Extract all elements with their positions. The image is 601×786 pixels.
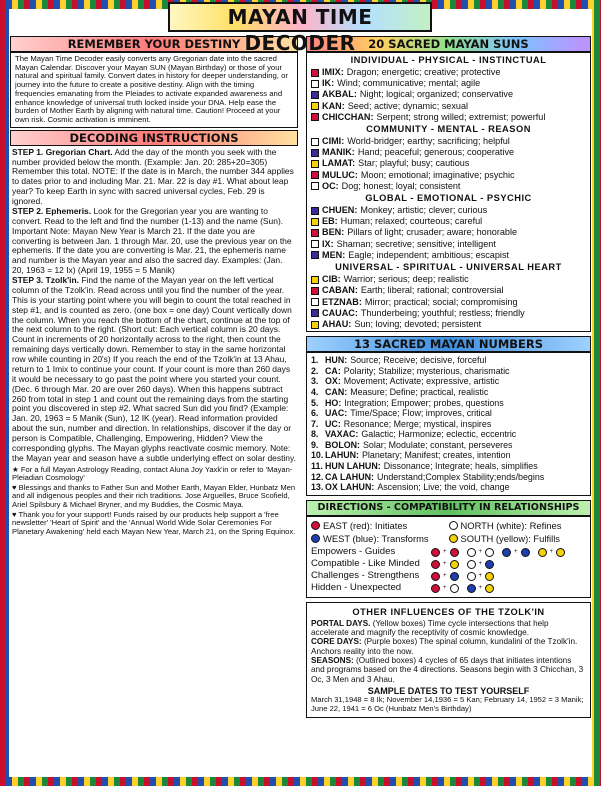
core-text: (Purple boxes) The spinal column, kundalini of the Tzolk'in. Anchors reality into the now. bbox=[311, 637, 578, 656]
red-dot-icon bbox=[431, 584, 440, 593]
numbers-header: 13 SACRED MAYAN NUMBERS bbox=[306, 336, 591, 352]
number-name: UAC: bbox=[325, 408, 348, 419]
step-1 bbox=[12, 148, 296, 207]
sun-item bbox=[311, 319, 586, 330]
number-name: OX: bbox=[325, 376, 341, 387]
blue-dot-icon bbox=[467, 584, 476, 593]
number-item bbox=[311, 482, 586, 493]
sun-item bbox=[311, 205, 586, 216]
blue-dot-icon bbox=[502, 548, 511, 557]
number-index: 9. bbox=[311, 439, 319, 450]
yellow-dot-icon bbox=[556, 548, 565, 557]
sun-desc: Pillars of light; crusader; aware; honorable bbox=[347, 227, 518, 238]
number-name: HUN: bbox=[325, 355, 348, 366]
plus-icon: + bbox=[443, 585, 447, 592]
number-desc: Integration; Empower; probes, questions bbox=[344, 397, 504, 408]
sun-desc: Wind; communicative; mental; agile bbox=[337, 78, 481, 89]
yellow-dot-icon bbox=[538, 548, 547, 557]
number-index: 13. bbox=[311, 482, 324, 493]
suns-list bbox=[306, 52, 591, 332]
number-desc: Dissonance; Integrate; heals, simplifies bbox=[383, 461, 538, 472]
number-name: CA LAHUN: bbox=[325, 471, 374, 482]
sun-item bbox=[311, 101, 586, 112]
yellow-dot-icon bbox=[485, 584, 494, 593]
sun-name: IMIX: bbox=[322, 67, 344, 78]
other-header: OTHER INFLUENCES OF THE TZOLK'IN bbox=[352, 607, 545, 618]
plus-icon: + bbox=[478, 585, 483, 592]
sun-item bbox=[311, 89, 586, 100]
directions-header: DIRECTIONS - COMPATIBILITY IN RELATIONSHIPS bbox=[306, 500, 591, 516]
direction-south bbox=[449, 533, 587, 544]
relation-dots bbox=[431, 582, 500, 594]
red-dot-icon bbox=[311, 521, 320, 530]
number-index: 12. bbox=[311, 471, 324, 482]
core-days bbox=[311, 637, 586, 656]
portal-text: (Yellow boxes) Time cycle intersections that help accelerate and magnify the receptivity of cosmic knowledge. bbox=[311, 618, 549, 638]
sun-desc: Star; playful; busy; cautious bbox=[358, 158, 470, 169]
portal-title: PORTAL DAYS. bbox=[311, 618, 371, 628]
step-3 bbox=[12, 276, 296, 464]
number-name: CA: bbox=[325, 365, 341, 376]
sun-name: CHICCHAN: bbox=[322, 111, 374, 122]
sun-color-square-icon bbox=[311, 113, 319, 121]
white-dot-icon bbox=[467, 572, 476, 581]
sun-name: LAMAT: bbox=[322, 158, 356, 169]
sun-name: CIB: bbox=[322, 274, 341, 285]
sun-desc: Mirror; practical; social; compromising bbox=[364, 296, 518, 307]
number-index: 7. bbox=[311, 418, 319, 429]
sun-group-title: INDIVIDUAL - PHYSICAL - INSTINCTUAL bbox=[350, 55, 547, 65]
direction-north bbox=[449, 520, 587, 531]
sun-name: CABAN: bbox=[322, 285, 358, 296]
relation-label: Compatible - Like Minded bbox=[311, 558, 420, 570]
sun-name: MANIK: bbox=[322, 147, 355, 158]
intro-text: The Mayan Time Decoder easily converts any Gregorian date into the sacred Mayan Calendar. Discover your Mayan SUN (Mayan Birthday) or those of your natural and spiritual family. Convert dates in history for deeper understanding, or journey into the future to create a positive destiny. Align with the timing frequencies emanating from the Pleiades to activate expanded awareness and enhance knowledge of universal truth locked inside your DNA. Help ease the burden of Mother Earth by aligning with natural time. Caution! Proceed at your own risk. Cosmic activation is imminent. bbox=[10, 52, 298, 128]
number-desc: Planetary; Manifest; creates, intention bbox=[362, 450, 511, 461]
note-blessings: ♥ Blessings and thanks to Father Sun and Mother Earth, Mayan Elder, Hunbatz Men and all indigenous peoples and their rich traditions. Jose Arguelles, Bruce Scofield, Ariel Spilsbury & Michael Bryner, and my Buddies, the Cosmic Maya. bbox=[12, 482, 296, 509]
north-label: NORTH (white): Refines bbox=[460, 519, 562, 531]
number-desc: Galactic; Harmonize; eclectic, eccentric bbox=[361, 429, 517, 440]
sun-name: CAUAC: bbox=[322, 307, 358, 318]
sun-color-square-icon bbox=[311, 251, 319, 259]
number-desc: Polarity; Stabilize; mysterious, charismatic bbox=[343, 365, 510, 376]
sun-desc: Seed; active; dynamic; sexual bbox=[347, 100, 469, 111]
sun-name: IX: bbox=[322, 238, 334, 249]
relation-dots bbox=[431, 570, 500, 582]
plus-icon: + bbox=[443, 549, 447, 556]
sun-item bbox=[311, 274, 586, 285]
number-desc: Time/Space; Flow; improves, critical bbox=[350, 408, 492, 419]
sun-color-square-icon bbox=[311, 240, 319, 248]
number-item bbox=[311, 450, 586, 461]
sun-name: CIMI: bbox=[322, 136, 345, 147]
number-name: BOLON: bbox=[325, 439, 361, 450]
number-index: 2. bbox=[311, 365, 319, 376]
sun-name: KAN: bbox=[322, 100, 345, 111]
plus-icon: + bbox=[514, 549, 518, 556]
number-desc: Understand;Complex Stability;ends/begins bbox=[376, 471, 545, 482]
sun-desc: Serpent; strong willed; extremist; powerful bbox=[376, 111, 546, 122]
step-2-title: STEP 2. Ephemeris. bbox=[12, 205, 92, 216]
suns-header: 20 SACRED MAYAN SUNS bbox=[306, 36, 591, 52]
sun-name: EB: bbox=[322, 216, 338, 227]
sun-color-square-icon bbox=[311, 276, 319, 284]
sun-desc: Warrior; serious; deep; realistic bbox=[343, 274, 469, 285]
sun-desc: World-bridger; earthy; sacrificing; helpful bbox=[347, 136, 510, 147]
sun-desc: Thunderbeing; youthful; restless; friendly bbox=[360, 307, 525, 318]
sun-name: CHUEN: bbox=[322, 205, 358, 216]
sun-item bbox=[311, 285, 586, 296]
sun-name: AKBAL: bbox=[322, 89, 357, 100]
blue-dot-icon bbox=[521, 548, 530, 557]
step-2 bbox=[12, 207, 296, 276]
number-index: 4. bbox=[311, 386, 319, 397]
sun-color-square-icon bbox=[311, 138, 319, 146]
west-label: WEST (blue): Transforms bbox=[323, 532, 429, 544]
sun-item bbox=[311, 170, 586, 181]
number-desc: Resonance; Merge; mystical, inspires bbox=[343, 418, 492, 429]
yellow-dot-icon bbox=[450, 560, 459, 569]
relation-label: Empowers - Guides bbox=[311, 546, 396, 558]
sun-name: BEN: bbox=[322, 227, 345, 238]
sun-color-square-icon bbox=[311, 229, 319, 237]
step-1-title: STEP 1. Gregorian Chart. bbox=[12, 146, 113, 157]
number-index: 5. bbox=[311, 397, 319, 408]
sun-name: MEN: bbox=[322, 249, 346, 260]
sun-color-square-icon bbox=[311, 287, 319, 295]
sun-item bbox=[311, 239, 586, 250]
sun-desc: Eagle; independent; ambitious; escapist bbox=[348, 249, 510, 260]
sun-item bbox=[311, 112, 586, 123]
plus-icon: + bbox=[478, 561, 483, 568]
note-thanks: ♥ Thank you for your support! Funds raised by our products help support a 'free newsletter' 'Heart of Spirit' and the 'Annual World Wide Solar Ceremonies For Planetary Awakening' held each Mayan New Year, March 21, on the Spring Equinox. bbox=[12, 509, 296, 536]
number-item bbox=[311, 461, 586, 472]
white-dot-icon bbox=[449, 521, 458, 530]
sun-color-square-icon bbox=[311, 321, 319, 329]
relation-label: Challenges - Strengthens bbox=[311, 570, 420, 582]
yellow-dot-icon bbox=[485, 572, 494, 581]
notes bbox=[10, 464, 298, 537]
sun-name: AHAU: bbox=[322, 318, 352, 329]
sun-desc: Dog; honest; loyal; consistent bbox=[341, 180, 461, 191]
sun-item bbox=[311, 136, 586, 147]
sun-group-title: GLOBAL - EMOTIONAL - PSYCHIC bbox=[365, 193, 532, 204]
relations-list bbox=[311, 546, 586, 594]
sun-desc: Shaman; secretive; sensitive; intelligent bbox=[336, 238, 496, 249]
number-name: LAHUN: bbox=[325, 450, 360, 461]
number-item bbox=[311, 376, 586, 387]
sample-title: SAMPLE DATES TO TEST YOURSELF bbox=[367, 686, 530, 697]
white-dot-icon bbox=[467, 548, 476, 557]
sun-item bbox=[311, 227, 586, 238]
sun-color-square-icon bbox=[311, 69, 319, 77]
plus-icon: + bbox=[478, 573, 483, 580]
page-title: MAYAN TIME DECODER bbox=[168, 2, 432, 32]
seasons-title: SEASONS: bbox=[311, 656, 354, 666]
decoding-steps bbox=[10, 146, 298, 464]
portal-days bbox=[311, 619, 586, 638]
sun-name: OC: bbox=[322, 180, 339, 191]
sun-group-title: COMMUNITY - MENTAL - REASON bbox=[366, 124, 531, 135]
note-reading: ★ For a full Mayan Astrology Reading, contact Aluna Joy Yaxk'in or refer to 'Mayan-Pleiadian Cosmology' bbox=[12, 464, 293, 483]
blue-dot-icon bbox=[450, 572, 459, 581]
number-item bbox=[311, 387, 586, 398]
number-index: 10. bbox=[311, 450, 324, 461]
sun-color-square-icon bbox=[311, 80, 319, 88]
number-index: 8. bbox=[311, 429, 319, 440]
sun-item bbox=[311, 147, 586, 158]
white-dot-icon bbox=[485, 548, 494, 557]
direction-west bbox=[311, 533, 449, 544]
left-column bbox=[10, 36, 298, 536]
number-item bbox=[311, 472, 586, 483]
sun-color-square-icon bbox=[311, 102, 319, 110]
sun-desc: Dragon; energetic; creative; protective bbox=[346, 67, 501, 78]
plus-icon: + bbox=[549, 549, 554, 556]
number-name: CAN: bbox=[325, 386, 348, 397]
core-title: CORE DAYS: bbox=[311, 637, 362, 647]
sample-dates: March 31,1948 = 8 Ik; November 14,1936 = 5 Kan; February 14, 1952 = 3 Manik; June 22, 1941 = 6 Oc (Hunbatz Men's Birthday) bbox=[311, 695, 584, 714]
directions-box bbox=[306, 516, 591, 598]
sun-name: IK: bbox=[322, 78, 335, 89]
red-dot-icon bbox=[431, 572, 440, 581]
sun-item bbox=[311, 78, 586, 89]
number-index: 6. bbox=[311, 408, 319, 419]
blue-dot-icon bbox=[311, 534, 320, 543]
sun-desc: Earth; liberal; rational; controversial bbox=[360, 285, 504, 296]
number-desc: Solar; Modulate; constant, perseveres bbox=[363, 439, 513, 450]
sun-item bbox=[311, 181, 586, 192]
sun-color-square-icon bbox=[311, 298, 319, 306]
sun-color-square-icon bbox=[311, 218, 319, 226]
sun-group-title: UNIVERSAL - SPIRITUAL - UNIVERSAL HEART bbox=[335, 262, 562, 273]
relation-dots bbox=[431, 558, 500, 570]
white-dot-icon bbox=[450, 584, 459, 593]
sun-item bbox=[311, 67, 586, 78]
relation-row bbox=[311, 546, 586, 558]
red-dot-icon bbox=[431, 548, 440, 557]
number-desc: Source; Receive; decisive, forceful bbox=[350, 355, 487, 366]
number-item bbox=[311, 419, 586, 430]
red-dot-icon bbox=[431, 560, 440, 569]
seasons bbox=[311, 656, 586, 684]
sun-desc: Night; logical; organized; conservative bbox=[359, 89, 514, 100]
numbers-list bbox=[306, 352, 591, 496]
sun-desc: Human; relaxed; courteous; careful bbox=[340, 216, 483, 227]
step-3-text: Find the name of the Mayan year on the left vertical column of the Tzolk'in. Read across until you find the number of the year. This is your starting point where you will begin to count the total reached in step #1, and is counted as zero. (one box = one day) Count vertically down the column. When you reach the bottom of the chart, continue at the top of the next column to the right. (Short cut: Each vertical column is 20 days. Count in increments of 20 horizontally across to the right, then count the remaining days vertically down. Remember to stay in the same horizontal row while counting in 20's) If you reach the end of the Tzolk'in at 13 Ahau, return to 1 Imix to continue your count. If your count is more than 260 days it would be necessary to go past the point where you started your count. (Dec. 6 through Mar. 20 are over 260 days). When this happens subtract 260 from total in step 1 and count out the remaining days from the starting point you discovered in step #2. What sacred Sun did you find? (Example: Jan. 20, 1963 = 5 Manik (Sun), 12 IK (year). Read information provided about the sun, number and direction. In relationships, discover if the day or person is Compatible, Challenging, Empowering, Hidden? View the corresponding glyphs. The Mayan glyphs reactivate cosmic memory. Note: the Mayan year and season have a subtle underlying effect on solar destiny. bbox=[12, 275, 296, 463]
sun-desc: Moon; emotional; imaginative; psychic bbox=[360, 169, 515, 180]
plus-icon: + bbox=[443, 561, 447, 568]
number-index: 1. bbox=[311, 355, 319, 366]
relation-row bbox=[311, 558, 586, 570]
number-desc: Measure; Define; practical, realistic bbox=[350, 386, 489, 397]
sun-desc: Monkey; artistic; clever; curious bbox=[360, 205, 488, 216]
sun-item bbox=[311, 308, 586, 319]
sun-desc: Sun; loving; devoted; persistent bbox=[354, 318, 482, 329]
step-2-text: Look for the Gregorian year you are wanting to convert. Read to the left and find the number (1-13) and the name (Sun). Important Note: Mayan New Year is March 21. If the date you are converting is between Jan. 1 through Mar. 20, use the previous year on the ephemeris. If the date you are converting is Mar. 21, the ephemeris name and number is the Mayan year and also the sacred day. Examples: (Jan. 20, 1963 = 12 Ix) (April 19, 1955 = 5 Manik) bbox=[12, 205, 292, 276]
direction-east bbox=[311, 520, 449, 531]
white-dot-icon bbox=[467, 560, 476, 569]
relation-dots bbox=[431, 546, 571, 558]
number-desc: Movement; Activate; expressive, artistic bbox=[343, 376, 500, 387]
blue-dot-icon bbox=[485, 560, 494, 569]
other-influences bbox=[306, 602, 591, 718]
number-item bbox=[311, 408, 586, 419]
number-name: HUN LAHUN: bbox=[325, 461, 381, 472]
sun-name: ETZNAB: bbox=[322, 296, 362, 307]
sun-color-square-icon bbox=[311, 182, 319, 190]
number-name: UC: bbox=[325, 418, 341, 429]
sun-item bbox=[311, 297, 586, 308]
sun-color-square-icon bbox=[311, 309, 319, 317]
sun-desc: Hand; peaceful; generous; cooperative bbox=[357, 147, 515, 158]
sun-name: MULUC: bbox=[322, 169, 358, 180]
direction-legend bbox=[311, 520, 586, 544]
sun-item bbox=[311, 216, 586, 227]
south-label: SOUTH (yellow): Fulfills bbox=[460, 532, 560, 544]
sun-item bbox=[311, 250, 586, 261]
relation-row bbox=[311, 570, 586, 582]
step-3-title: STEP 3. Tzolk'in. bbox=[12, 275, 80, 285]
yellow-dot-icon bbox=[449, 534, 458, 543]
right-column bbox=[306, 36, 591, 722]
red-dot-icon bbox=[450, 548, 459, 557]
number-desc: Ascension; Live; the void, change bbox=[377, 482, 510, 493]
number-item bbox=[311, 355, 586, 366]
plus-icon: + bbox=[443, 573, 447, 580]
sun-color-square-icon bbox=[311, 91, 319, 99]
relation-row bbox=[311, 582, 586, 594]
relation-label: Hidden - Unexpected bbox=[311, 582, 402, 594]
sun-color-square-icon bbox=[311, 171, 319, 179]
decoding-header: DECODING INSTRUCTIONS bbox=[10, 130, 298, 146]
sun-item bbox=[311, 158, 586, 169]
number-item bbox=[311, 440, 586, 451]
sun-color-square-icon bbox=[311, 160, 319, 168]
number-name: HO: bbox=[325, 397, 342, 408]
step-1-text: Add the day of the month you seek with the number provided below the month. (Example: Jan. 20: 285+20=305) Remember this total. NOTE: If the date is in March, the number 344 applies to dates prior to and including Mar. 21. Mar. 22 is day #1. What about leap year? To keep Earth in sync with sacred universal cycles, Feb. 29 is ignored. bbox=[12, 146, 294, 206]
number-name: OX LAHUN: bbox=[325, 482, 375, 493]
east-label: EAST (red): Initiates bbox=[323, 519, 408, 531]
sun-color-square-icon bbox=[311, 207, 319, 215]
number-index: 11. bbox=[311, 461, 323, 472]
plus-icon: + bbox=[478, 549, 483, 556]
number-item bbox=[311, 398, 586, 409]
number-name: VAXAC: bbox=[325, 429, 359, 440]
seasons-text: (Outlined boxes) 4 cycles of 65 days that initiates intentions and programs based on the 4 directions. Seasons begin with 3 Chicchan, 3 Oc, 3 Men and 3 Ahau. bbox=[311, 656, 584, 684]
number-item bbox=[311, 366, 586, 377]
number-item bbox=[311, 429, 586, 440]
sun-color-square-icon bbox=[311, 149, 319, 157]
number-index: 3. bbox=[311, 376, 319, 387]
destiny-header: REMEMBER YOUR DESTINY bbox=[10, 36, 298, 52]
